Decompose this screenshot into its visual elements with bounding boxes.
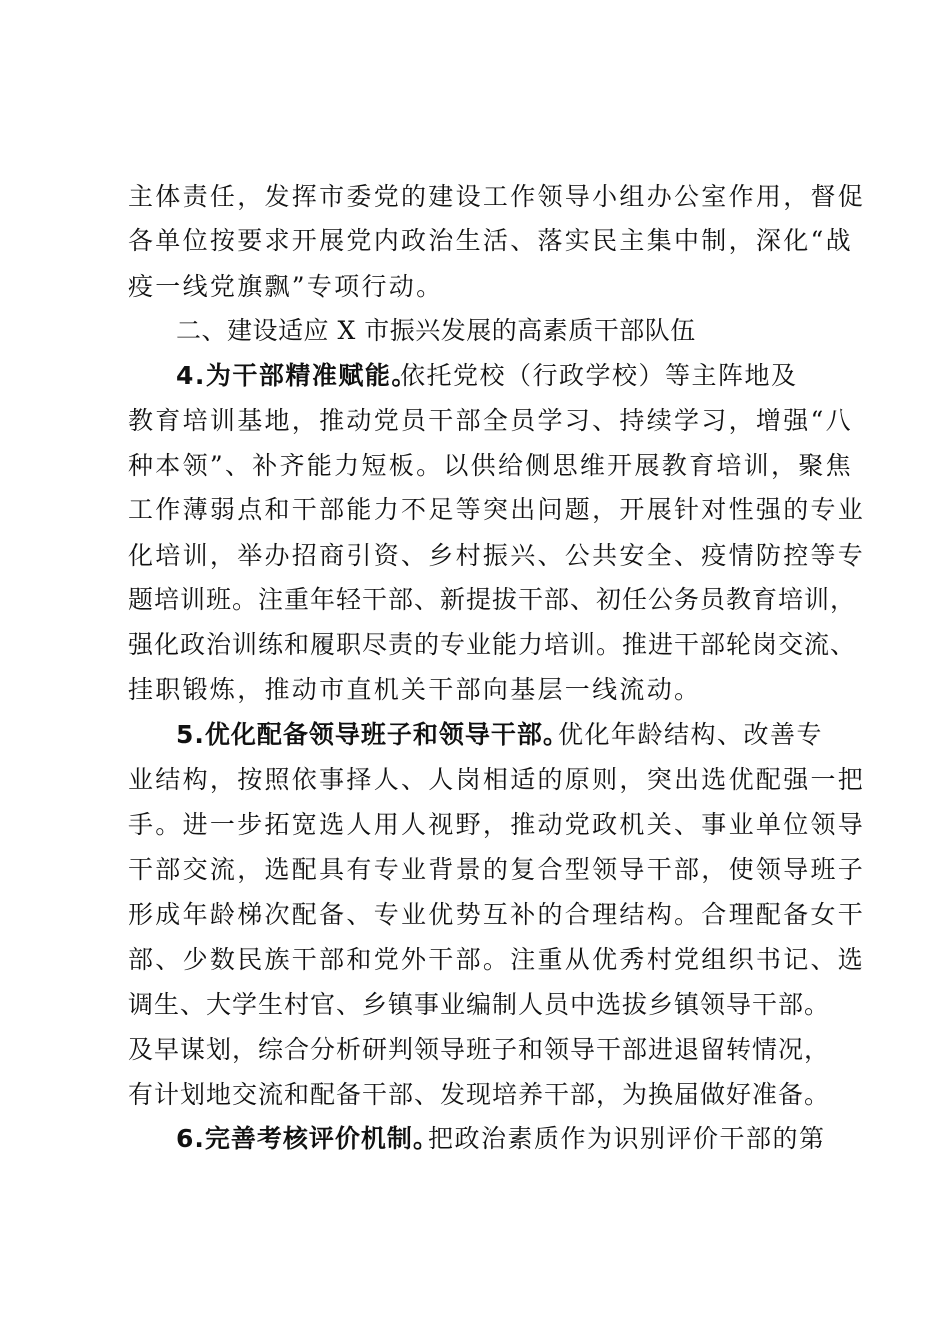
paragraph-heading-5: 5.优化配备领导班子和领导干部。 [176, 720, 569, 749]
body-text-line: 各单位按要求开展党内政治生活、落实民主集中制，深化“战 [128, 226, 853, 255]
body-text-line: 挂职锻炼，推动市直机关干部向基层一线流动。 [128, 675, 702, 704]
body-text-line: 种本领”、补齐能力短板。以供给侧思维开展教育培训，聚焦 [128, 451, 853, 480]
body-text-line: 有计划地交流和配备干部、发现培养干部，为换届做好准备。 [128, 1080, 831, 1109]
body-text-line: 工作薄弱点和干部能力不足等突出问题，开展针对性强的专业 [128, 495, 866, 524]
body-text-line: 形成年龄梯次配备、专业优势互补的合理结构。合理配备女干 [128, 900, 866, 929]
body-text-line: 化培训，举办招商引资、乡村振兴、公共安全、疫情防控等专 [128, 541, 866, 570]
paragraph-heading-6: 6.完善考核评价机制。 [176, 1124, 439, 1153]
paragraph-heading-4: 4.为干部精准赋能。 [176, 361, 418, 390]
body-text-line: 业结构，按照依事择人、人岗相适的原则，突出选优配强一把 [128, 765, 866, 794]
body-text-line: 强化政治训练和履职尽责的专业能力培训。推进干部轮岗交流、 [128, 630, 857, 659]
body-text-line: 优化年龄结构、改善专 [558, 720, 824, 749]
body-text-line: 把政治素质作为识别评价干部的第 [428, 1124, 826, 1153]
body-text-line: 依托党校（行政学校）等主阵地及 [400, 361, 798, 390]
body-text-line: 题培训班。注重年轻干部、新提拔干部、初任公务员教育培训， [128, 585, 857, 614]
body-text-line: 部、少数民族干部和党外干部。注重从优秀村党组织书记、选 [128, 945, 866, 974]
body-text-line: 干部交流，选配具有专业背景的复合型领导干部，使领导班子 [128, 855, 866, 884]
body-text-line: 教育培训基地，推动党员干部全员学习、持续学习，增强“八 [128, 406, 853, 435]
body-text-line: 主体责任，发挥市委党的建设工作领导小组办公室作用，督促 [128, 182, 866, 211]
body-text-line: 手。进一步拓宽选人用人视野，推动党政机关、事业单位领导 [128, 810, 866, 839]
body-text-line: 及早谋划，综合分析研判领导班子和领导干部进退留转情况， [128, 1035, 831, 1064]
body-text-line: 调生、大学生村官、乡镇事业编制人员中选拔乡镇领导干部。 [128, 990, 831, 1019]
section-heading: 二、建设适应 X 市振兴发展的高素质干部队伍 [176, 316, 696, 345]
body-text-line: 疫一线党旗飘”专项行动。 [128, 272, 444, 301]
